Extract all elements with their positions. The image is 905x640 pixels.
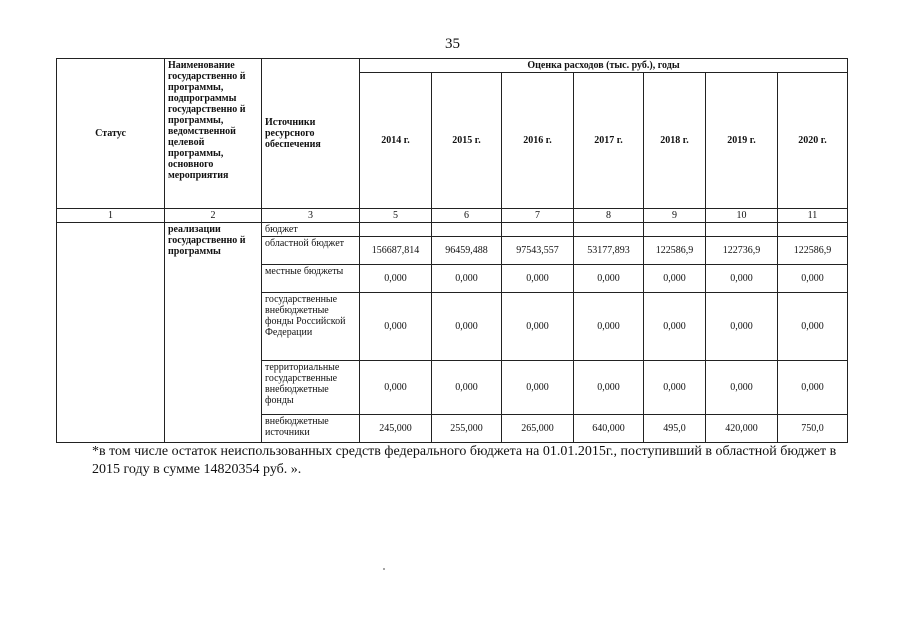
value-cell: 0,000 (706, 361, 778, 415)
value-cell (574, 223, 644, 237)
program-cell: реализации государственно й программы (165, 223, 262, 443)
source-cell: территориальные государственные внебюджетные фонды (262, 361, 360, 415)
source-cell: областной бюджет (262, 237, 360, 265)
budget-table (56, 58, 848, 443)
value-cell: 0,000 (706, 293, 778, 361)
value-cell: 750,0 (778, 415, 848, 443)
column-number-row (57, 209, 848, 223)
value-cell: 97543,557 (502, 237, 574, 265)
value-cell: 156687,814 (360, 237, 432, 265)
value-cell: 0,000 (432, 361, 502, 415)
source-cell: государственные внебюджетные фонды Российской Федерации (262, 293, 360, 361)
value-cell (644, 223, 706, 237)
value-cell (360, 223, 432, 237)
value-cell: 0,000 (644, 293, 706, 361)
scan-speck (383, 568, 385, 570)
column-number: 5 (360, 209, 432, 223)
year-header: 2019 г. (706, 73, 778, 209)
column-number: 3 (262, 209, 360, 223)
value-cell: 0,000 (574, 265, 644, 293)
value-cell: 0,000 (778, 293, 848, 361)
year-header: 2016 г. (502, 73, 574, 209)
value-cell: 0,000 (644, 361, 706, 415)
value-cell: 245,000 (360, 415, 432, 443)
value-cell: 0,000 (706, 265, 778, 293)
year-header: 2014 г. (360, 73, 432, 209)
year-header: 2020 г. (778, 73, 848, 209)
column-number: 9 (644, 209, 706, 223)
year-header: 2018 г. (644, 73, 706, 209)
value-cell: 495,0 (644, 415, 706, 443)
page-number: 35 (445, 36, 460, 52)
value-cell (706, 223, 778, 237)
value-cell: 0,000 (574, 293, 644, 361)
value-cell (502, 223, 574, 237)
value-cell: 0,000 (432, 293, 502, 361)
column-number: 2 (165, 209, 262, 223)
value-cell: 0,000 (778, 361, 848, 415)
value-cell (778, 223, 848, 237)
column-number: 11 (778, 209, 848, 223)
value-cell: 0,000 (574, 361, 644, 415)
value-cell: 0,000 (360, 361, 432, 415)
column-number: 10 (706, 209, 778, 223)
column-number: 1 (57, 209, 165, 223)
status-header: Статус (57, 59, 165, 209)
estimate-header: Оценка расходов (тыс. руб.), годы (360, 59, 848, 73)
footnote: *в том числе остаток неиспользованных средств федерального бюджета на 01.01.2015г., поступивший в областной бюджет в 2015 году в сумме 14820354 руб. ». (92, 444, 837, 477)
value-cell: 0,000 (502, 265, 574, 293)
value-cell: 255,000 (432, 415, 502, 443)
program-name-header: Наименование государственно й программы, подпрограммы государственно й программы, ведомственной целевой программы, основного мероприятия (165, 59, 262, 209)
column-number: 6 (432, 209, 502, 223)
value-cell: 0,000 (502, 293, 574, 361)
value-cell: 0,000 (360, 293, 432, 361)
value-cell: 420,000 (706, 415, 778, 443)
year-header: 2017 г. (574, 73, 644, 209)
value-cell: 0,000 (644, 265, 706, 293)
value-cell: 122736,9 (706, 237, 778, 265)
value-cell: 640,000 (574, 415, 644, 443)
value-cell: 0,000 (360, 265, 432, 293)
value-cell: 53177,893 (574, 237, 644, 265)
column-number: 7 (502, 209, 574, 223)
value-cell: 0,000 (502, 361, 574, 415)
value-cell (432, 223, 502, 237)
value-cell: 122586,9 (644, 237, 706, 265)
source-cell: местные бюджеты (262, 265, 360, 293)
value-cell: 0,000 (778, 265, 848, 293)
table-header-row (57, 59, 848, 73)
column-number: 8 (574, 209, 644, 223)
source-cell: бюджет (262, 223, 360, 237)
value-cell: 122586,9 (778, 237, 848, 265)
sources-header: Источники ресурсного обеспечения (262, 59, 360, 209)
status-cell (57, 223, 165, 443)
value-cell: 96459,488 (432, 237, 502, 265)
year-header: 2015 г. (432, 73, 502, 209)
value-cell: 265,000 (502, 415, 574, 443)
table-row (57, 223, 848, 237)
value-cell: 0,000 (432, 265, 502, 293)
source-cell: внебюджетные источники (262, 415, 360, 443)
